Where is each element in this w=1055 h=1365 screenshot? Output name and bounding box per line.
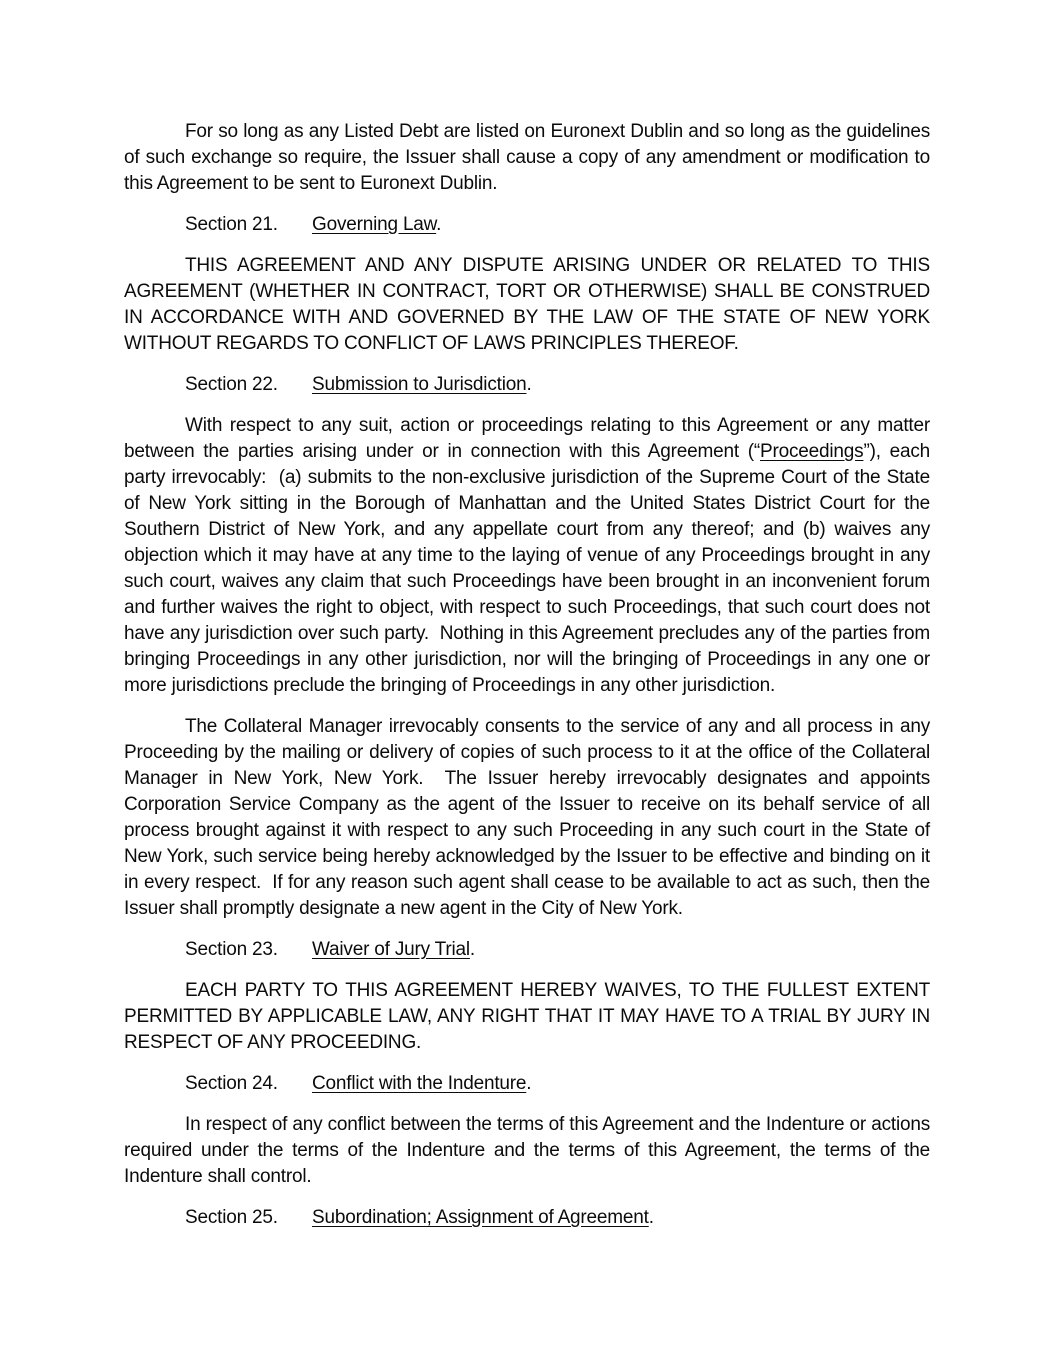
intro-paragraph: For so long as any Listed Debt are listed on Euronext Dublin and so long as the guidelines of such exchange so require, the Issuer shall cause a copy of any amendment or modification to this Agreement to be sent to Euronext Dublin. [124,121,936,194]
indenture-conflict-paragraph: In respect of any conflict between the terms of this Agreement and the Indenture or actions required under the terms of the Indenture and the terms of this Agreement, the terms of the Indenture shall control. [124,1114,936,1187]
jurisdiction-paragraph [124,413,936,699]
section-25-number: Section 25. [185,1207,278,1228]
section-25-heading [124,1205,930,1231]
section-23-title: Waiver of Jury Trial [312,939,470,960]
section-21-title: Governing Law [312,214,437,235]
section-25-period: . [648,1207,654,1228]
section-22-number: Section 22. [185,374,278,395]
service-of-process-paragraph: The Collateral Manager irrevocably consents to the service of any and all process in any Proceeding by the mailing or delivery of copies of such process to it at the office of the Collateral Manager in New York, New York. The Issuer hereby irrevocably designates and appoints Corporation Service Company as the agent of the Issuer to receive on its behalf service of all process brought against it with respect to any such Proceeding in any such court in the State of New York, such service being hereby acknowledged by the Issuer to be effective and binding on it in every respect. If for any reason such agent shall cease to be available to act as such, then the Issuer shall promptly designate a new agent in the City of New York. [124,716,936,919]
section-25-title: Subordination; Assignment of Agreement [312,1207,649,1228]
section-24-heading [124,1071,930,1097]
section-21-number: Section 21. [185,214,278,235]
section-22-heading [124,372,930,398]
section-24-title: Conflict with the Indenture [312,1073,527,1094]
section-22-title: Submission to Jurisdiction [312,374,527,395]
section-24-number: Section 24. [185,1073,278,1094]
section-24-period: . [526,1073,532,1094]
governing-law-paragraph: THIS AGREEMENT AND ANY DISPUTE ARISING UNDER OR RELATED TO THIS AGREEMENT (WHETHER IN CONTRACT, TORT OR OTHERWISE) SHALL BE CONSTRUED IN ACCORDANCE WITH AND GOVERNED BY THE LAW OF THE STATE OF NEW YORK WITHOUT REGARDS TO CONFLICT OF LAWS PRINCIPLES THEREOF. [124,255,936,354]
section-23-heading [124,937,930,963]
jurisdiction-text-before: With respect to any suit, action or proceedings relating to this Agreement or any matter between the parties arising under or in connection with this Agreement (“ [124,415,936,462]
section-23-number: Section 23. [185,939,278,960]
section-22-period: . [526,374,532,395]
proceedings-defined-term: Proceedings [760,441,864,462]
jury-waiver-paragraph: EACH PARTY TO THIS AGREEMENT HEREBY WAIVES, TO THE FULLEST EXTENT PERMITTED BY APPLICABLE LAW, ANY RIGHT THAT IT MAY HAVE TO A TRIAL BY JURY IN RESPECT OF ANY PROCEEDING. [124,980,936,1053]
section-21-heading [124,212,930,238]
jurisdiction-text-after: ”), each party irrevocably: (a) submits to the non-exclusive jurisdiction of the Supreme Court of the State of New York sitting in the Borough of Manhattan and the United States District Court for the Southern District of New York, and any appellate court from any thereof; and (b) waives any objection which it may have at any time to the laying of venue of any Proceedings brought in any such court, waives any claim that such Proceedings have been brought in an inconvenient forum and further waives the right to object, with respect to such Proceedings, that such court does not have any jurisdiction over such party. Nothing in this Agreement precludes any of the parties from bringing Proceedings in any other jurisdiction, nor will the bringing of Proceedings in any one or more jurisdictions preclude the bringing of Proceedings in any other jurisdiction. [124,441,936,696]
section-23-period: . [469,939,475,960]
section-21-period: . [436,214,442,235]
